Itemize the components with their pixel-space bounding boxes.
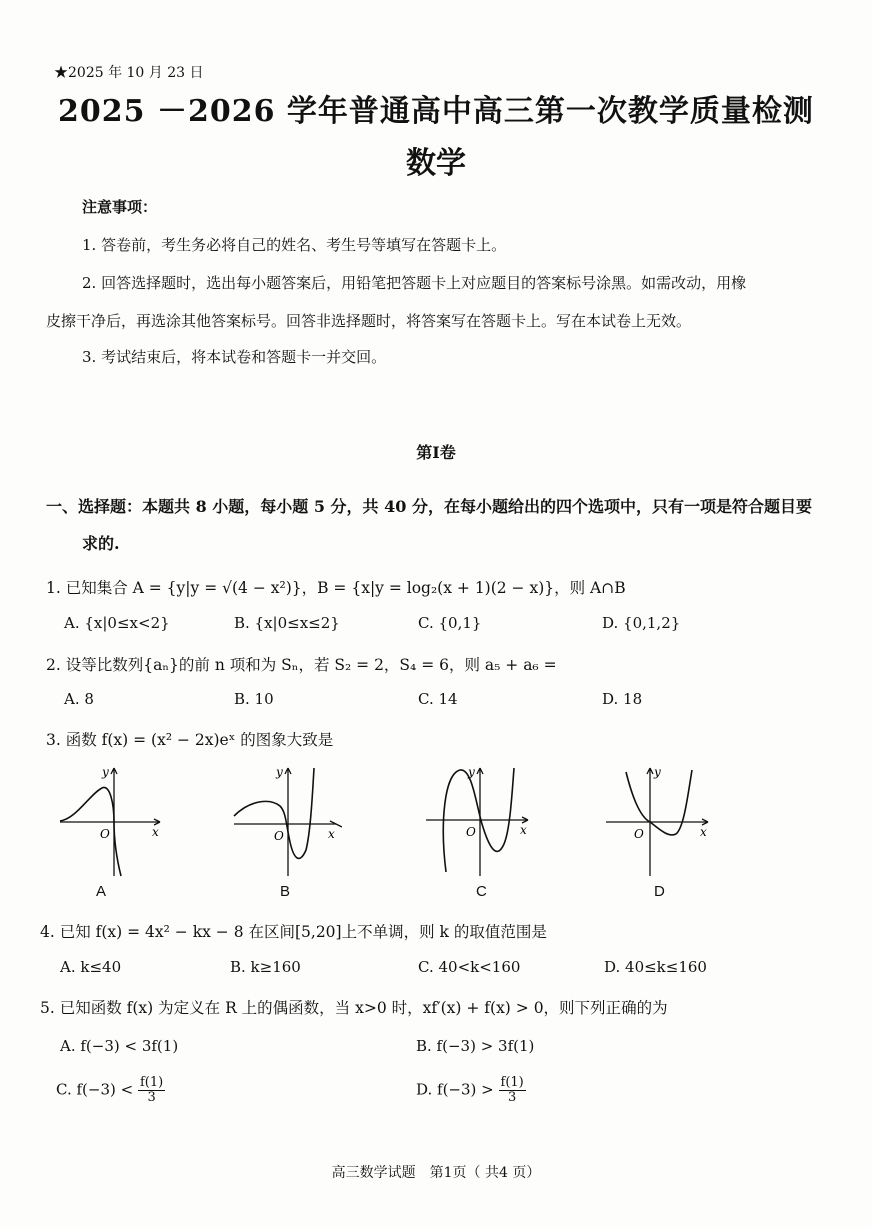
graph-c-origin: O — [466, 825, 476, 839]
q5-option-d-prefix: D. f(−3) > — [416, 1080, 494, 1099]
note-item: 皮擦干净后，再选涂其他答案标号。回答非选择题时，将答案写在答题卡上。写在本试卷上无效。 — [46, 312, 692, 330]
q2-option-c: C. 14 — [418, 690, 458, 708]
graph-b-label: B — [280, 883, 291, 900]
page-footer: 高三数学试题 第1页（ 共4 页） — [331, 1165, 541, 1181]
q4-option-c: C. 40<k<160 — [418, 958, 521, 976]
graph-a-x-label: x — [152, 825, 159, 839]
question-2-stem: 2. 设等比数列{aₙ}的前 n 项和为 Sₙ，若 S₂ = 2，S₄ = 6，则 a₅ + a₆ = — [46, 656, 557, 674]
q1-option-a: A. {x|0≤x<2} — [64, 614, 170, 632]
volume-title: 第Ⅰ卷 — [416, 443, 456, 462]
graph-d-y-label: y — [654, 765, 661, 779]
graph-a-origin: O — [100, 827, 110, 841]
section-heading-cont: 求的. — [82, 534, 120, 553]
note-item: 1. 答卷前，考生务必将自己的姓名、考生号等填写在答题卡上。 — [82, 236, 507, 254]
question-5-stem: 5. 已知函数 f(x) 为定义在 R 上的偶函数，当 x>0 时，xf′(x) + f(x) > 0，则下列正确的为 — [40, 999, 668, 1017]
graph-a — [56, 764, 166, 884]
q5-option-c-prefix: C. f(−3) < — [56, 1080, 134, 1099]
graph-b-y-label: y — [276, 765, 283, 779]
question-4-stem: 4. 已知 f(x) = 4x² − kx − 8 在区间[5,20]上不单调，则 k 的取值范围是 — [40, 923, 547, 941]
graph-a-y-label: y — [102, 765, 109, 779]
question-1-stem: 1. 已知集合 A = {y|y = √(4 − x²)}，B = {x|y = log₂(x + 1)(2 − x)}，则 A∩B — [46, 579, 626, 597]
graph-c-x-label: x — [520, 823, 527, 837]
graph-b-origin: O — [274, 829, 284, 843]
q4-option-d: D. 40≤k≤160 — [604, 958, 707, 976]
note-item: 3. 考试结束后，将本试卷和答题卡一并交回。 — [82, 348, 387, 366]
question-3-stem: 3. 函数 f(x) = (x² − 2x)eˣ 的图象大致是 — [46, 731, 334, 749]
graph-b — [230, 764, 342, 884]
q2-option-b: B. 10 — [234, 690, 274, 708]
q5-option-a: A. f(−3) < 3f(1) — [60, 1037, 179, 1055]
exam-title: 2025 －2026 学年普通高中高三第一次教学质量检测 — [58, 94, 814, 129]
graph-d — [604, 764, 716, 884]
q5-option-b: B. f(−3) > 3f(1) — [416, 1037, 535, 1055]
fraction-denominator: 3 — [147, 1090, 156, 1105]
q5-option-d — [416, 1076, 526, 1105]
fraction — [499, 1076, 526, 1105]
fraction-denominator: 3 — [507, 1090, 517, 1105]
fraction — [138, 1076, 165, 1105]
section-heading: 一、选择题：本题共 8 小题，每小题 5 分，共 40 分，在每小题给出的四个选项中，只有一项是符合题目要 — [46, 497, 812, 516]
graph-c-y-label: y — [468, 765, 475, 779]
graph-b-x-label: x — [328, 827, 335, 841]
fraction-numerator: f(1) — [500, 1075, 524, 1090]
fraction-numerator: f(1) — [139, 1075, 164, 1090]
q2-option-d: D. 18 — [602, 690, 643, 708]
exam-subject: 数学 — [406, 146, 466, 181]
q4-option-a: A. k≤40 — [60, 958, 122, 976]
q2-option-a: A. 8 — [64, 690, 94, 708]
graph-a-label: A — [96, 883, 107, 900]
q1-option-d: D. {0,1,2} — [602, 614, 681, 632]
graph-d-origin: O — [634, 827, 644, 841]
note-item: 2. 回答选择题时，选出每小题答案后，用铅笔把答题卡上对应题目的答案标号涂黑。如需改动，用橡 — [82, 274, 747, 292]
q5-option-c — [56, 1076, 165, 1105]
q1-option-c: C. {0,1} — [418, 614, 482, 632]
graph-c-label: C — [476, 883, 487, 900]
q1-option-b: B. {x|0≤x≤2} — [234, 614, 340, 632]
graph-d-label: D — [654, 883, 665, 900]
graph-d-x-label: x — [700, 825, 707, 839]
q4-option-b: B. k≥160 — [230, 958, 301, 976]
notes-heading: 注意事项： — [82, 198, 158, 216]
graph-c — [424, 764, 536, 884]
exam-date: ★2025 年 10 月 23 日 — [54, 65, 204, 81]
